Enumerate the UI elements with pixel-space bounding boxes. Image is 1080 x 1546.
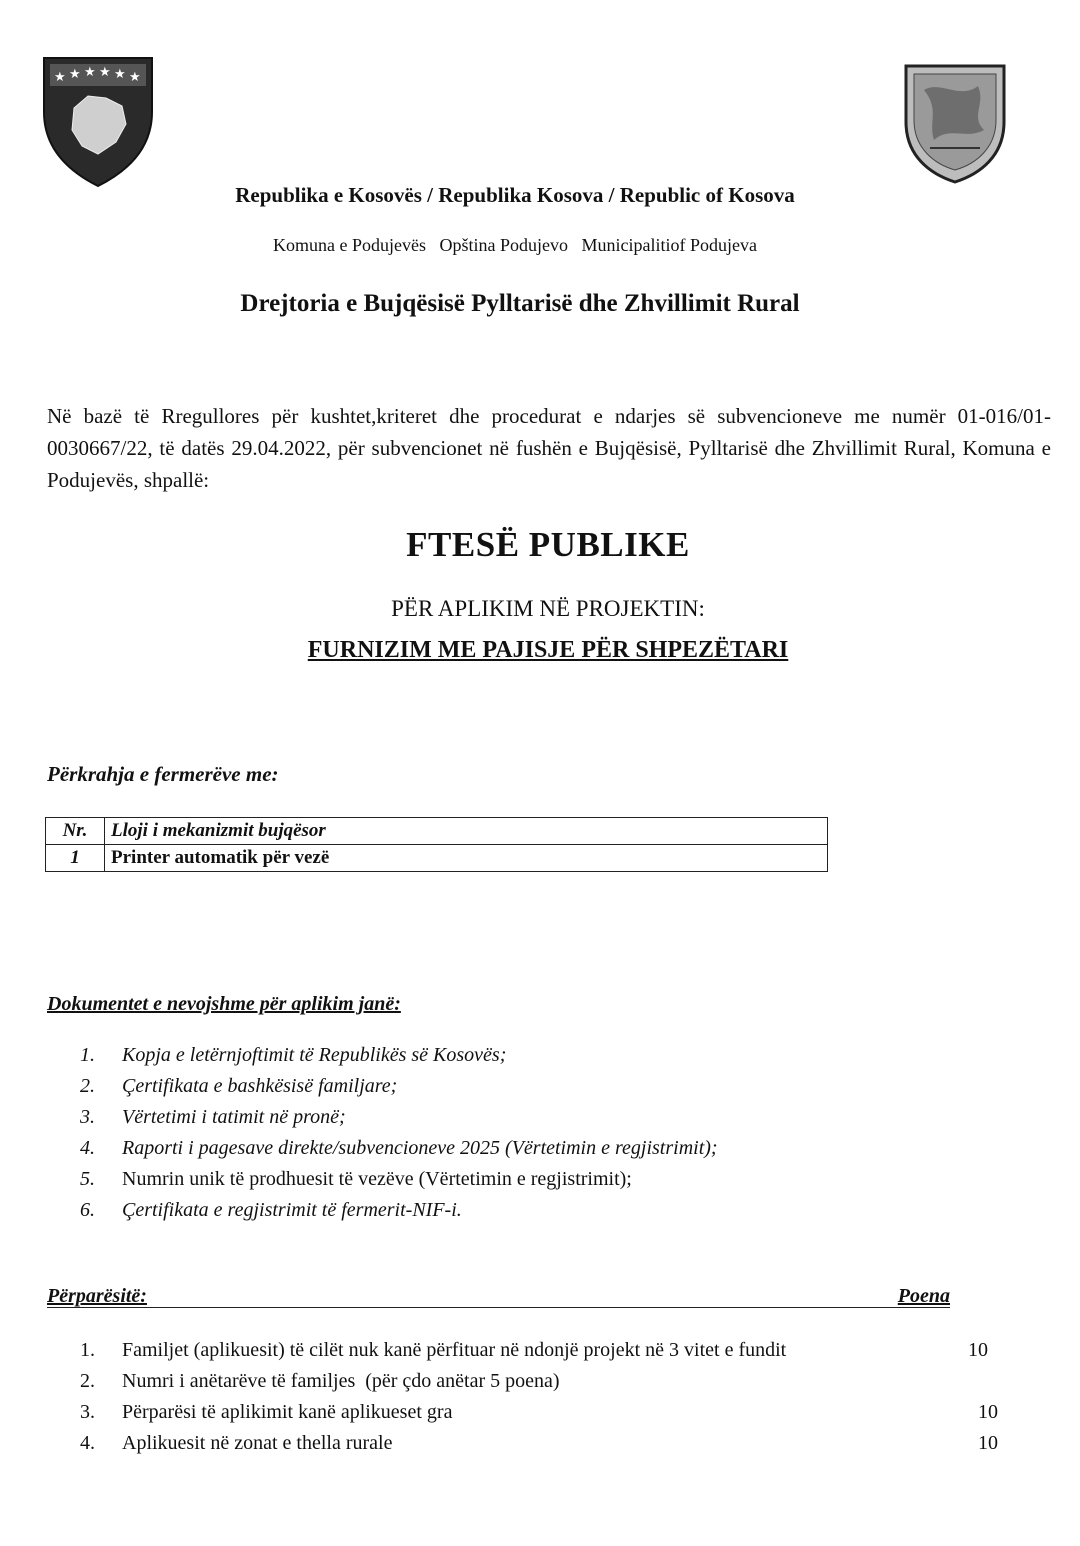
item-number: 4. <box>80 1137 95 1159</box>
item-number: 3. <box>80 1401 95 1423</box>
mechanism-table <box>45 817 828 872</box>
svg-text:★: ★ <box>99 65 111 80</box>
item-number: 1. <box>80 1044 95 1066</box>
list-item <box>80 1164 718 1195</box>
list-item <box>80 1195 718 1226</box>
row-type: Printer automatik për vezë <box>105 845 828 872</box>
item-text: Kopja e letërnjoftimit të Republikës së Kosovës; <box>122 1044 507 1066</box>
item-number: 3. <box>80 1106 95 1128</box>
table-row <box>46 845 828 872</box>
project-name: FURNIZIM ME PAJISJE PËR SHPEZËTARI <box>307 637 789 663</box>
item-points: 10 <box>978 1432 998 1454</box>
subtitle: PËR APLIKIM NË PROJEKTIN: <box>391 596 705 621</box>
municipality-crest-icon <box>900 60 1010 186</box>
item-points: 10 <box>978 1401 998 1423</box>
item-text: Përparësi të aplikimit kanë aplikueset gra <box>122 1401 453 1423</box>
list-item <box>80 1102 718 1133</box>
col-type-header: Lloji i mekanizmit bujqësor <box>105 818 828 845</box>
republic-line: Republika e Kosovës / Republika Kosova / Republic of Kosova <box>235 183 795 207</box>
item-number: 2. <box>80 1370 95 1392</box>
item-text: Aplikuesit në zonat e thella rurale <box>122 1432 393 1454</box>
table-header-row <box>46 818 828 845</box>
item-text: Numrin unik të prodhuesit të vezëve (Vërtetimin e regjistrimit); <box>122 1168 632 1190</box>
item-number: 1. <box>80 1339 95 1361</box>
svg-text:★: ★ <box>84 65 96 80</box>
svg-text:★: ★ <box>69 67 81 82</box>
priorities-list <box>80 1335 1000 1459</box>
svg-text:★: ★ <box>54 70 66 85</box>
list-item <box>80 1366 1000 1397</box>
priorities-heading: Përparësitë: <box>47 1285 147 1307</box>
kosovo-emblem-icon <box>36 50 160 190</box>
page-title: FTESË PUBLIKE <box>406 525 690 564</box>
list-item <box>80 1397 1000 1428</box>
directorate-title: Drejtoria e Bujqësisë Pylltarisë dhe Zhvillimit Rural <box>240 290 800 317</box>
documents-list <box>80 1040 718 1226</box>
list-item <box>80 1133 718 1164</box>
list-item <box>80 1040 718 1071</box>
municipality-line: Komuna e Podujevës Opština Podujevo Municipalitiof Podujeva <box>273 235 757 255</box>
priorities-header <box>47 1285 950 1308</box>
item-text: Çertifikata e regjistrimit të fermerit-NIF-i. <box>122 1199 462 1221</box>
item-number: 4. <box>80 1432 95 1454</box>
points-heading: Poena <box>897 1285 950 1307</box>
item-number: 6. <box>80 1199 95 1221</box>
list-item <box>80 1071 718 1102</box>
svg-text:★: ★ <box>129 70 141 85</box>
item-number: 2. <box>80 1075 95 1097</box>
item-text: Familjet (aplikuesit) të cilët nuk kanë përfituar në ndonjë projekt në 3 vitet e fundit <box>122 1339 787 1361</box>
item-text: Vërtetimi i tatimit në pronë; <box>122 1106 346 1128</box>
list-item <box>80 1428 1000 1459</box>
col-nr-header: Nr. <box>46 818 105 845</box>
list-item <box>80 1335 1000 1366</box>
row-nr: 1 <box>46 845 105 872</box>
item-text: Numri i anëtarëve të familjes (për çdo anëtar 5 poena) <box>122 1370 560 1392</box>
item-text: Raporti i pagesave direkte/subvencioneve 2025 (Vërtetimin e regjistrimit); <box>122 1137 718 1159</box>
item-number: 5. <box>80 1168 95 1190</box>
documents-heading: Dokumentet e nevojshme për aplikim janë: <box>47 993 401 1015</box>
divider <box>47 1307 950 1308</box>
intro-paragraph: Në bazë të Rregullores për kushtet,kriteret dhe procedurat e ndarjes së subvencioneve me numër 01-016/01-0030667/22, të datës 29.04.2022, për subvencionet në fushën e Bujqësisë, Pylltarisë dhe Zhvillimit Rural, Komuna e Podujevës, shpallë: <box>47 404 1051 492</box>
support-heading: Përkrahja e fermerëve me: <box>47 762 279 786</box>
item-points: 10 <box>968 1339 988 1361</box>
item-text: Çertifikata e bashkësisë familjare; <box>122 1075 398 1097</box>
svg-text:★: ★ <box>114 67 126 82</box>
